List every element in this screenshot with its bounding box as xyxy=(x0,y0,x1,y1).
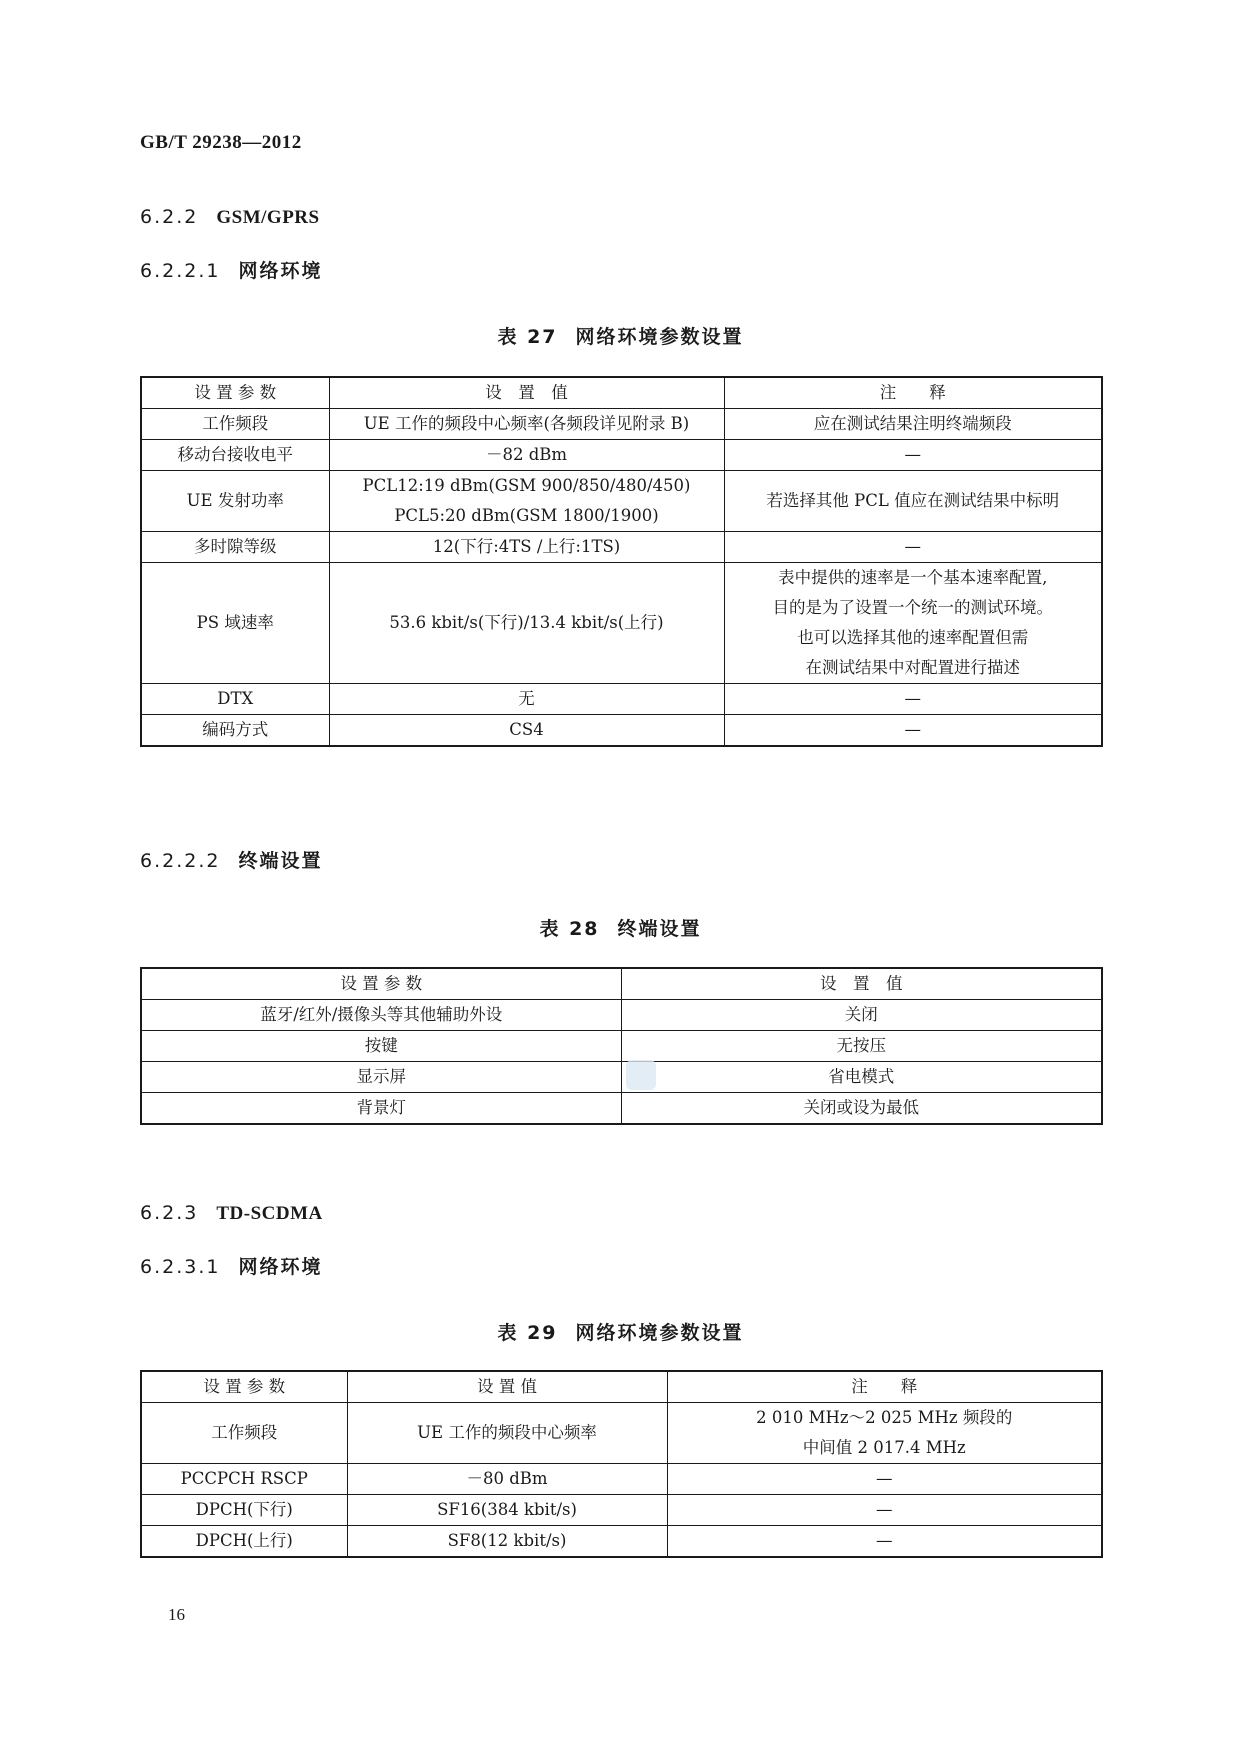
cell-text: — xyxy=(904,720,921,739)
cell-text: 设 置 值 xyxy=(820,974,903,993)
watermark-logo xyxy=(626,1060,656,1090)
cell-text: 若选择其他 PCL 值应在测试结果中标明 xyxy=(766,491,1060,510)
cell-text: UE 工作的频段中心频率 xyxy=(417,1423,597,1442)
section-number: 6.2.2.2 xyxy=(140,850,221,872)
cell-text: — xyxy=(876,1469,893,1488)
cell-text: PS 域速率 xyxy=(196,613,274,632)
value-cell xyxy=(621,1062,1102,1093)
param-cell xyxy=(141,715,329,747)
value-cell xyxy=(621,1093,1102,1125)
note-cell xyxy=(667,1526,1102,1558)
section-title: 终端设置 xyxy=(238,850,323,872)
param-cell xyxy=(141,409,329,440)
section-title: TD-SCDMA xyxy=(216,1203,323,1224)
cell-text: 注 释 xyxy=(879,383,946,402)
cell-text: 目的是为了设置一个统一的测试环境。 xyxy=(772,598,1053,617)
cell-text: 注 释 xyxy=(851,1377,918,1396)
header-cell xyxy=(347,1371,667,1403)
param-cell xyxy=(141,1031,621,1062)
value-cell xyxy=(621,1031,1102,1062)
value-cell xyxy=(329,532,724,563)
table-row xyxy=(141,684,1102,715)
cell-text: — xyxy=(904,537,921,556)
value-cell xyxy=(329,471,724,532)
header-cell xyxy=(724,377,1102,409)
note-cell xyxy=(724,684,1102,715)
note-cell xyxy=(667,1403,1102,1464)
table-28-caption xyxy=(0,914,1241,941)
note-cell xyxy=(724,532,1102,563)
cell-text: PCL12:19 dBm(GSM 900/850/480/450) xyxy=(362,476,691,495)
caption-number: 表 29 xyxy=(497,1322,558,1344)
value-cell xyxy=(329,684,724,715)
table-row xyxy=(141,715,1102,747)
cell-text: 工作频段 xyxy=(202,414,269,433)
header-cell xyxy=(329,377,724,409)
table-row xyxy=(141,1093,1102,1125)
cell-text: 编码方式 xyxy=(202,720,269,739)
note-cell xyxy=(724,471,1102,532)
value-cell xyxy=(347,1403,667,1464)
table-row xyxy=(141,1526,1102,1558)
value-cell xyxy=(329,409,724,440)
table-29 xyxy=(140,1370,1103,1558)
caption-title: 网络环境参数设置 xyxy=(575,326,744,348)
caption-title: 网络环境参数设置 xyxy=(575,1322,744,1344)
cell-text: 设 置 值 xyxy=(477,1377,537,1396)
cell-text: — xyxy=(904,689,921,708)
cell-text: 也可以选择其他的速率配置但需 xyxy=(797,628,1029,647)
cell-text: 省电模式 xyxy=(828,1067,895,1086)
param-cell xyxy=(141,532,329,563)
section-title: 网络环境 xyxy=(238,260,323,282)
cell-text: 53.6 kbit/s(下行)/13.4 kbit/s(上行) xyxy=(389,613,664,632)
value-cell xyxy=(621,1000,1102,1031)
section-number: 6.2.2.1 xyxy=(140,260,221,282)
table-header-row xyxy=(141,968,1102,1000)
value-cell xyxy=(329,440,724,471)
cell-text: 中间值 2 017.4 MHz xyxy=(802,1438,966,1457)
cell-text: 在测试结果中对配置进行描述 xyxy=(805,658,1020,677)
cell-text: SF8(12 kbit/s) xyxy=(447,1531,567,1550)
note-cell xyxy=(667,1464,1102,1495)
cell-text: — xyxy=(876,1500,893,1519)
header-cell xyxy=(141,968,621,1000)
cell-text: 设 置 参 数 xyxy=(194,383,277,402)
param-cell xyxy=(141,1526,347,1558)
cell-text: DPCH(上行) xyxy=(195,1531,293,1550)
section-heading-6-2-2-2 xyxy=(140,846,323,873)
table-row xyxy=(141,1495,1102,1526)
cell-text: 多时隙等级 xyxy=(194,537,277,556)
param-cell xyxy=(141,684,329,715)
section-heading-6-2-3 xyxy=(140,1202,323,1225)
param-cell xyxy=(141,563,329,684)
value-cell xyxy=(347,1526,667,1558)
table-row xyxy=(141,532,1102,563)
cell-text: CS4 xyxy=(509,720,544,739)
table-row xyxy=(141,1062,1102,1093)
caption-title: 终端设置 xyxy=(617,918,702,940)
cell-text: — xyxy=(904,445,921,464)
cell-text: 无按压 xyxy=(836,1036,886,1055)
cell-text: 关闭或设为最低 xyxy=(803,1098,919,1117)
value-cell xyxy=(329,563,724,684)
cell-text: DTX xyxy=(217,689,254,708)
table-27-caption xyxy=(0,322,1241,349)
cell-text: 背景灯 xyxy=(356,1098,406,1117)
cell-text: －80 dBm xyxy=(466,1469,548,1488)
param-cell xyxy=(141,1000,621,1031)
note-cell xyxy=(667,1495,1102,1526)
value-cell xyxy=(347,1495,667,1526)
section-heading-6-2-2 xyxy=(140,206,320,229)
cell-text: 2 010 MHz～2 025 MHz 频段的 xyxy=(756,1408,1013,1427)
table-row xyxy=(141,563,1102,684)
cell-text: 12(下行:4TS /上行:1TS) xyxy=(432,537,621,556)
table-row xyxy=(141,1464,1102,1495)
caption-number: 表 27 xyxy=(497,326,558,348)
value-cell xyxy=(347,1464,667,1495)
cell-text: — xyxy=(876,1531,893,1550)
cell-text: SF16(384 kbit/s) xyxy=(437,1500,577,1519)
param-cell xyxy=(141,1403,347,1464)
table-28 xyxy=(140,967,1103,1125)
note-cell xyxy=(724,440,1102,471)
cell-text: －82 dBm xyxy=(485,445,568,464)
table-row xyxy=(141,1403,1102,1464)
cell-text: 按键 xyxy=(364,1036,398,1055)
cell-text: DPCH(下行) xyxy=(195,1500,293,1519)
cell-text: 蓝牙/红外/摄像头等其他辅助外设 xyxy=(260,1005,503,1024)
note-cell xyxy=(724,563,1102,684)
header-cell xyxy=(667,1371,1102,1403)
cell-text: PCL5:20 dBm(GSM 1800/1900) xyxy=(394,506,659,525)
param-cell xyxy=(141,1093,621,1125)
cell-text: UE 发射功率 xyxy=(186,491,284,510)
table-row xyxy=(141,409,1102,440)
cell-text: 关闭 xyxy=(844,1005,878,1024)
cell-text: 工作频段 xyxy=(211,1423,278,1442)
cell-text: 表中提供的速率是一个基本速率配置, xyxy=(778,568,1048,587)
param-cell xyxy=(141,1495,347,1526)
page-number: 16 xyxy=(168,1605,185,1624)
cell-text: 设 置 参 数 xyxy=(203,1377,286,1396)
standard-code: GB/T 29238—2012 xyxy=(140,132,302,153)
section-title: 网络环境 xyxy=(238,1256,323,1278)
note-cell xyxy=(724,409,1102,440)
header-cell xyxy=(141,1371,347,1403)
value-cell xyxy=(329,715,724,747)
section-title: GSM/GPRS xyxy=(216,207,320,228)
section-number: 6.2.3.1 xyxy=(140,1256,221,1278)
cell-text: UE 工作的频段中心频率(各频段详见附录 B) xyxy=(363,414,690,433)
header-cell xyxy=(621,968,1102,1000)
table-27 xyxy=(140,376,1103,747)
caption-number: 表 28 xyxy=(539,918,600,940)
section-number: 6.2.3 xyxy=(140,1202,199,1224)
cell-text: 移动台接收电平 xyxy=(177,445,293,464)
table-row xyxy=(141,471,1102,532)
table-row xyxy=(141,440,1102,471)
cell-text: 显示屏 xyxy=(356,1067,406,1086)
table-header-row xyxy=(141,377,1102,409)
param-cell xyxy=(141,440,329,471)
note-cell xyxy=(724,715,1102,747)
table-29-caption xyxy=(0,1318,1241,1345)
section-heading-6-2-3-1 xyxy=(140,1252,323,1279)
section-heading-6-2-2-1 xyxy=(140,256,323,283)
cell-text: 应在测试结果注明终端频段 xyxy=(813,414,1012,433)
cell-text: 设 置 参 数 xyxy=(340,974,423,993)
header-cell xyxy=(141,377,329,409)
cell-text: 无 xyxy=(518,689,535,708)
param-cell xyxy=(141,471,329,532)
table-header-row xyxy=(141,1371,1102,1403)
param-cell xyxy=(141,1464,347,1495)
table-row xyxy=(141,1000,1102,1031)
param-cell xyxy=(141,1062,621,1093)
cell-text: 设 置 值 xyxy=(485,383,568,402)
cell-text: PCCPCH RSCP xyxy=(180,1469,308,1488)
section-number: 6.2.2 xyxy=(140,206,199,228)
table-row xyxy=(141,1031,1102,1062)
